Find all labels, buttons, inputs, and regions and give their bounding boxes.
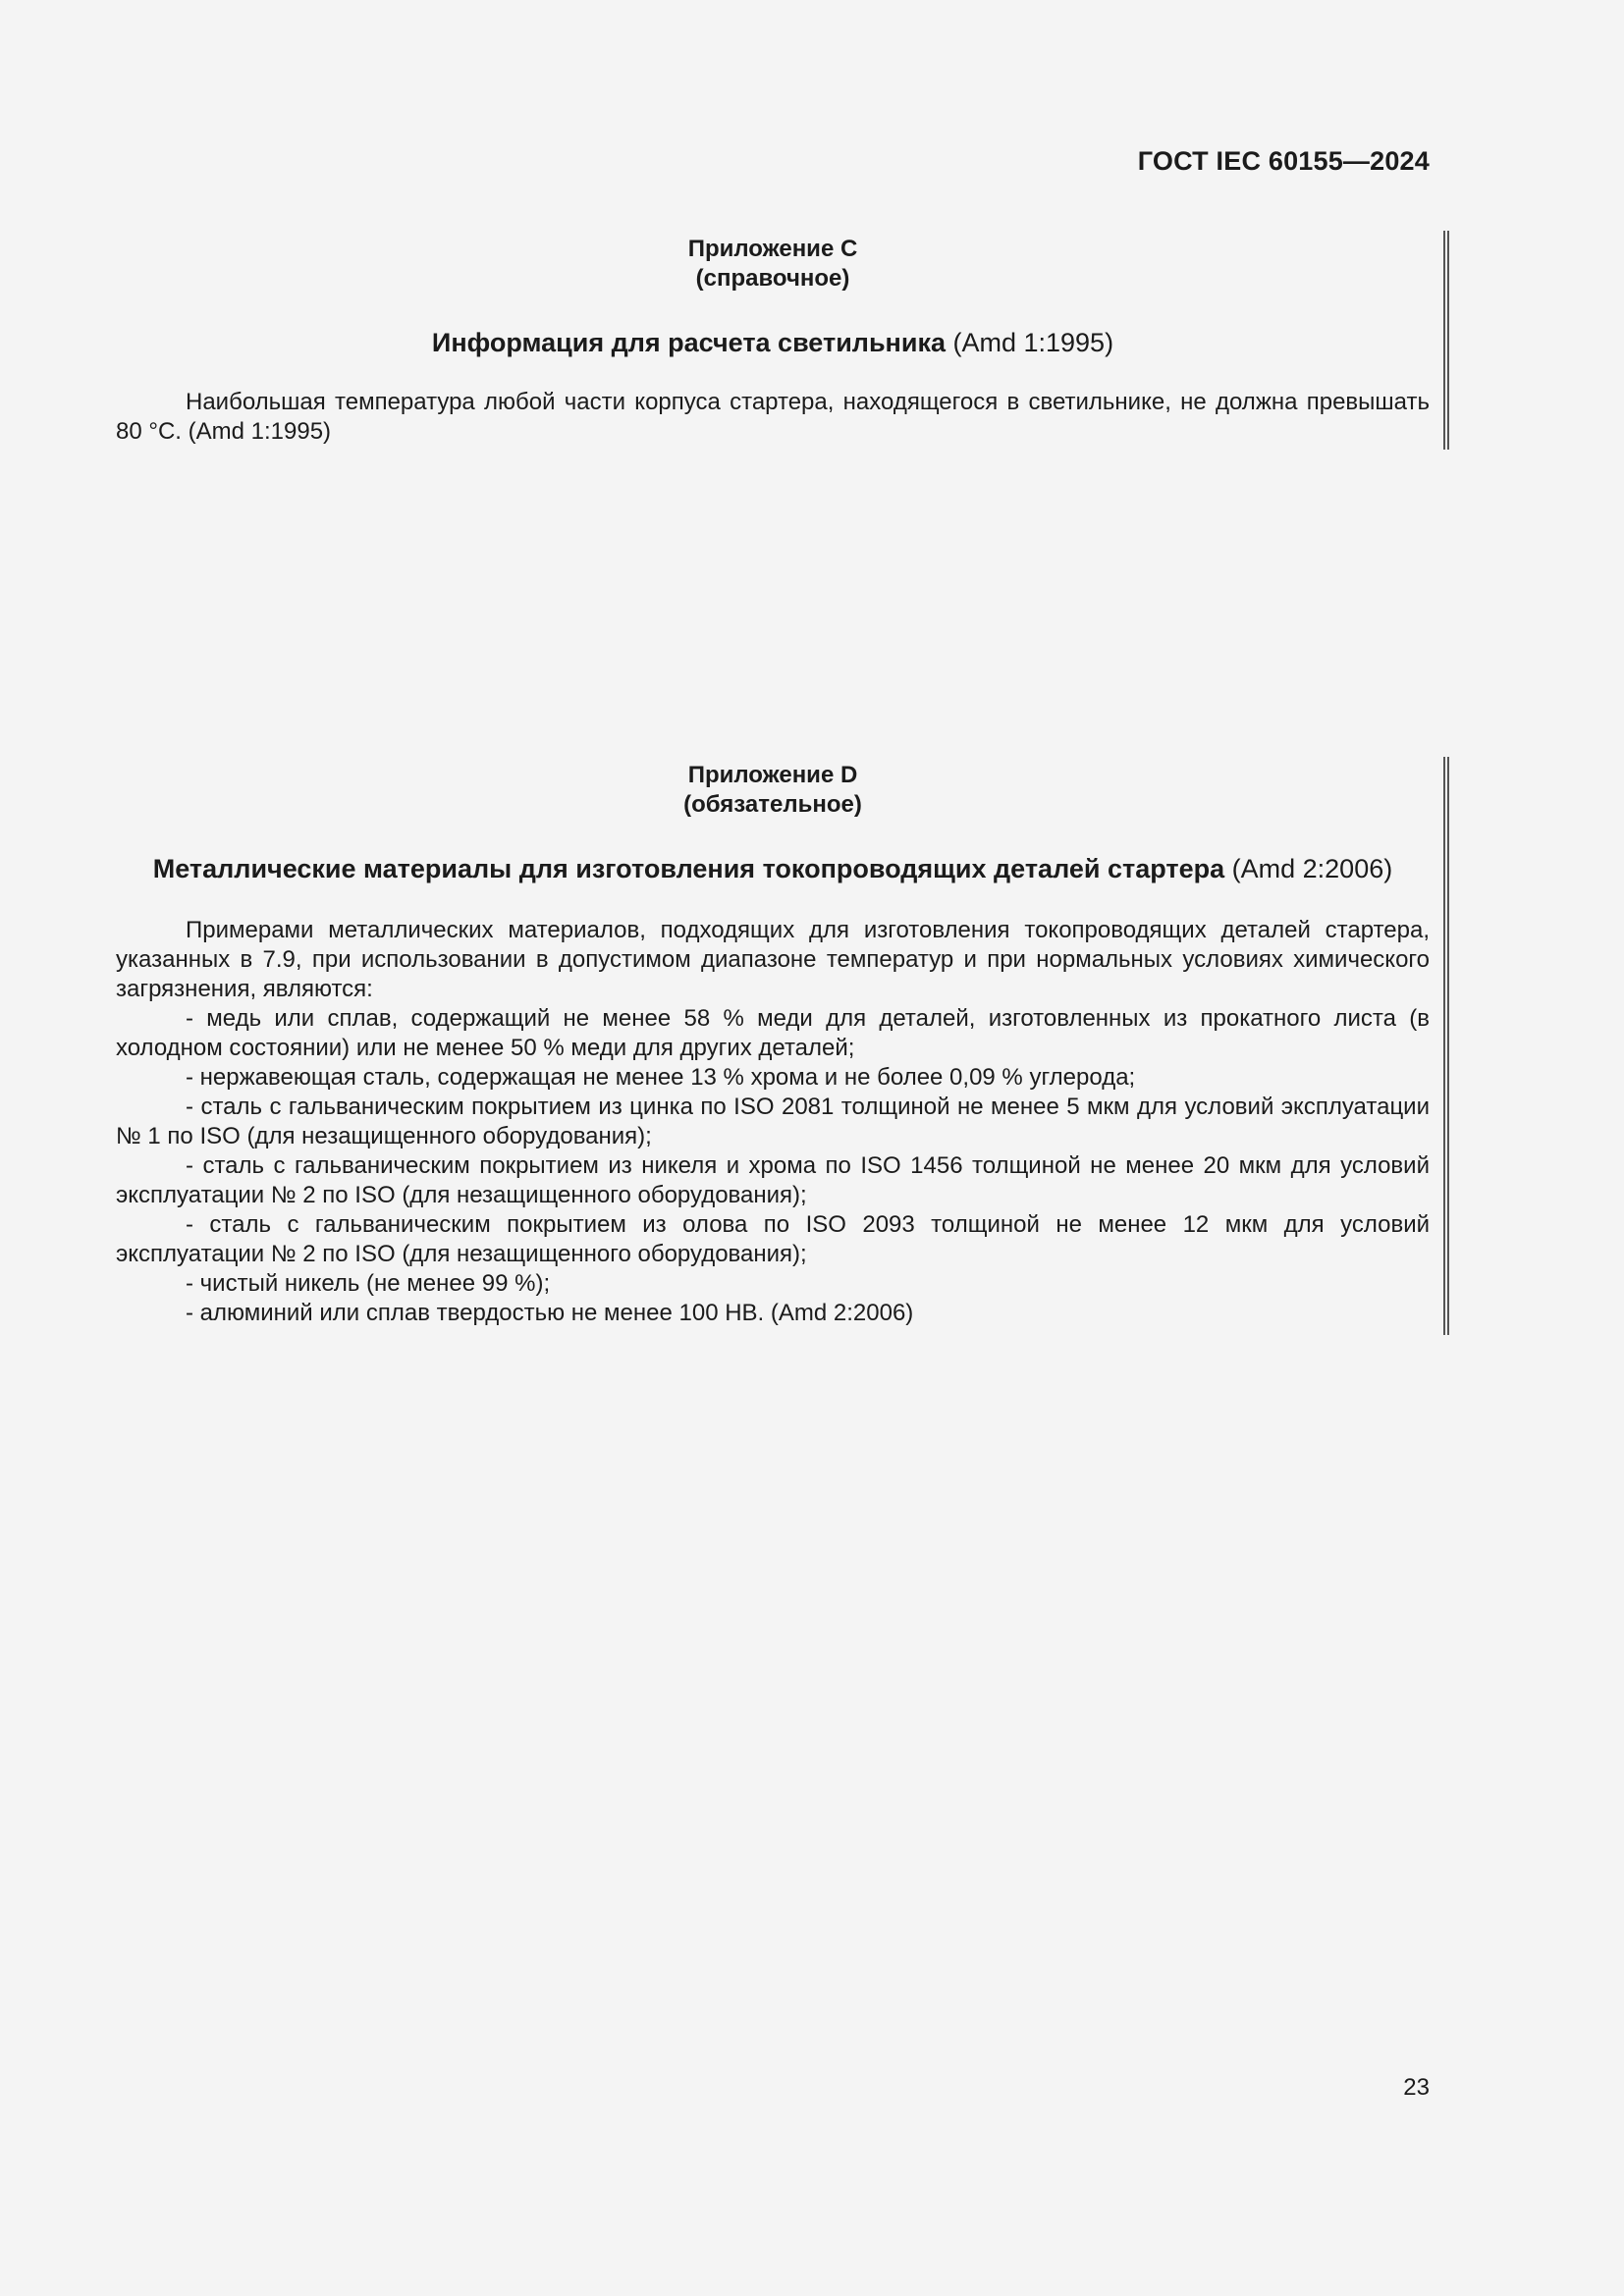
annex-c-title: Приложение C xyxy=(687,236,858,262)
list-item: - медь или сплав, содержащий не менее 58 % меди для деталей, изготовленных из прокатного листа (в холодном состоянии) или не менее 50 % меди для других деталей; xyxy=(116,1005,1430,1061)
annex-d-title: Приложение D xyxy=(687,762,858,788)
list-item: - нержавеющая сталь, содержащая не менее 13 % хрома и не более 0,09 % углерода; xyxy=(186,1064,1136,1091)
annex-c-heading-amendment: (Amd 1:1995) xyxy=(945,328,1114,357)
list-item: - сталь с гальваническим покрытием из цинка по ISO 2081 толщиной не менее 5 мкм для условий эксплуатации № 1 по ISO (для незащищенного оборудования); xyxy=(116,1094,1430,1149)
document-header: ГОСТ IEC 60155—2024 xyxy=(1137,146,1430,176)
annex-c-heading-text: Информация для расчета светильника xyxy=(431,328,946,357)
annex-d-heading xyxy=(116,852,1430,885)
annex-d-intro-paragraph: Примерами металлических материалов, подходящих для изготовления токопроводящих деталей стартера, указанных в 7.9, при использовании в допустимом диапазоне температур и при нормальных условиях химического загрязнения, являются: xyxy=(116,917,1430,1002)
annex-d-status: (обязательное) xyxy=(683,791,862,818)
change-bar-annex-d xyxy=(1443,757,1449,1335)
list-item: - чистый никель (не менее 99 %); xyxy=(186,1270,551,1297)
annex-c-heading xyxy=(116,326,1430,359)
annex-d-body xyxy=(116,916,1430,1328)
list-item: - сталь с гальваническим покрытием из никеля и хрома по ISO 1456 толщиной не менее 20 мкм для условий эксплуатации № 2 по ISO (для незащищенного оборудования); xyxy=(116,1152,1430,1208)
annex-c-paragraph: Наибольшая температура любой части корпуса стартера, находящегося в светильнике, не должна превышать 80 °С. (Amd 1:1995) xyxy=(116,389,1430,445)
annex-d-heading-text: Металлические материалы для изготовления токопроводящих деталей стартера xyxy=(152,854,1225,883)
annex-d xyxy=(116,761,1430,1328)
change-bar-annex-c xyxy=(1443,231,1449,450)
annex-c xyxy=(116,235,1430,447)
annex-c-status: (справочное) xyxy=(695,265,850,292)
annex-d-heading-amendment: (Amd 2:2006) xyxy=(1224,854,1393,883)
list-item: - сталь с гальваническим покрытием из олова по ISO 2093 толщиной не менее 12 мкм для условий эксплуатации № 2 по ISO (для незащищенного оборудования); xyxy=(116,1211,1430,1267)
page-number: 23 xyxy=(1403,2074,1430,2101)
annex-c-body xyxy=(116,388,1430,447)
list-item: - алюминий или сплав твердостью не менее 100 НВ. (Amd 2:2006) xyxy=(186,1300,914,1326)
